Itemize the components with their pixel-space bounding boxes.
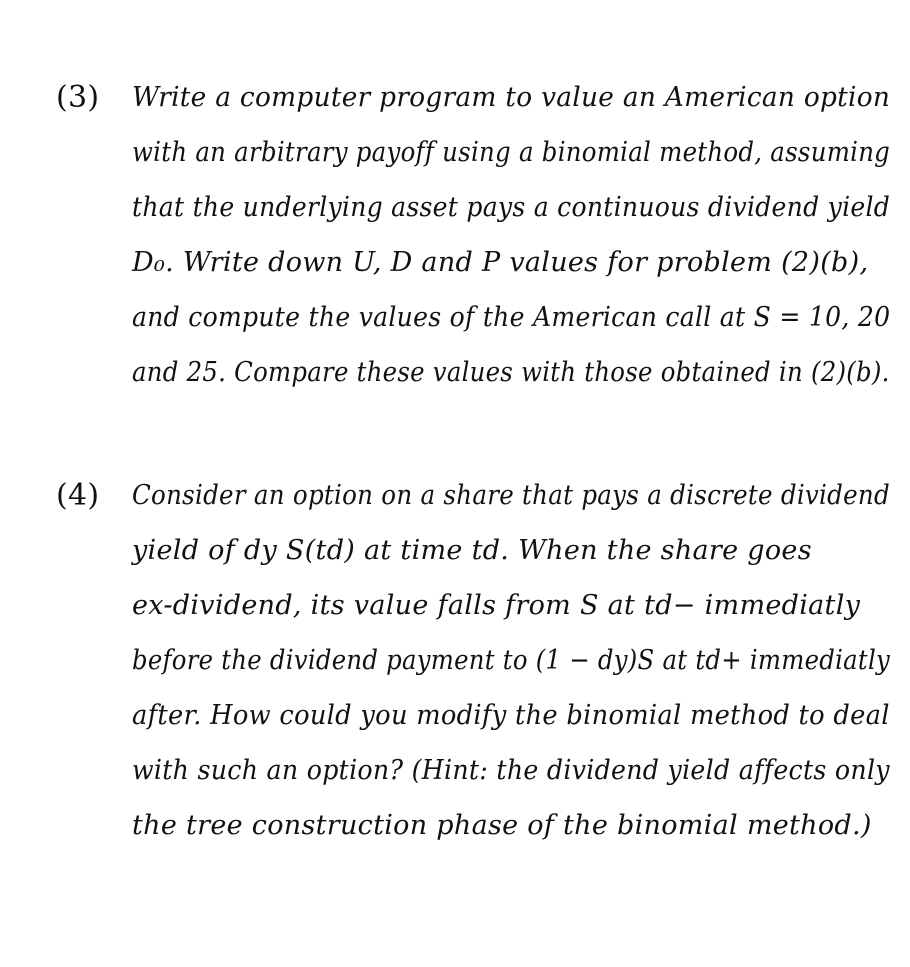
problem-3-text-line: and 25. Compare these values with those obtained in (2)(b). [132,357,890,388]
problem-4-text-line: the tree construction phase of the binomial method.) [132,810,872,841]
problem-4-line-4 [0,633,910,688]
problem-3-line-4 [0,235,910,290]
problem-4-text-line: before the dividend payment to (1 − dy)S at td+ immediatly [132,645,891,676]
problem-4-text-line: yield of dy S(td) at time td. When the share goes [132,535,812,566]
problem-4-number: (4) [56,478,100,513]
problem-3-line-3 [0,180,910,235]
problem-3-text-line: with an arbitrary payoff using a binomial method, assuming [132,137,891,168]
problem-3-text-line: D₀. Write down U, D and P values for problem (2)(b), [132,247,869,278]
problem-4-line-7 [0,798,910,853]
problem-3-text-line: and compute the values of the American call at S = 10, 20 [132,302,891,333]
problem-4-text-line: ex-dividend, its value falls from S at td− immediatly [132,590,861,621]
problem-4-line-3 [0,578,910,633]
problem-3-line-1 [0,70,910,125]
problem-3-text-line: that the underlying asset pays a continuous dividend yield [132,192,891,223]
problem-3-line-2 [0,125,910,180]
problem-3-number: (3) [56,80,100,115]
problem-3 [0,70,910,400]
problem-3-line-5 [0,290,910,345]
problem-4-line-6 [0,743,910,798]
problem-4 [0,468,910,853]
problem-4-text-line: after. How could you modify the binomial method to deal [132,700,890,731]
problem-4-line-1 [0,468,910,523]
problem-3-line-6 [0,345,910,400]
problem-4-line-5 [0,688,910,743]
problem-4-text-line: Consider an option on a share that pays a discrete dividend [132,480,890,511]
problem-4-text-line: with such an option? (Hint: the dividend yield affects only [132,755,890,786]
problem-4-line-2 [0,523,910,578]
problem-3-text-line: Write a computer program to value an American option [132,82,891,113]
